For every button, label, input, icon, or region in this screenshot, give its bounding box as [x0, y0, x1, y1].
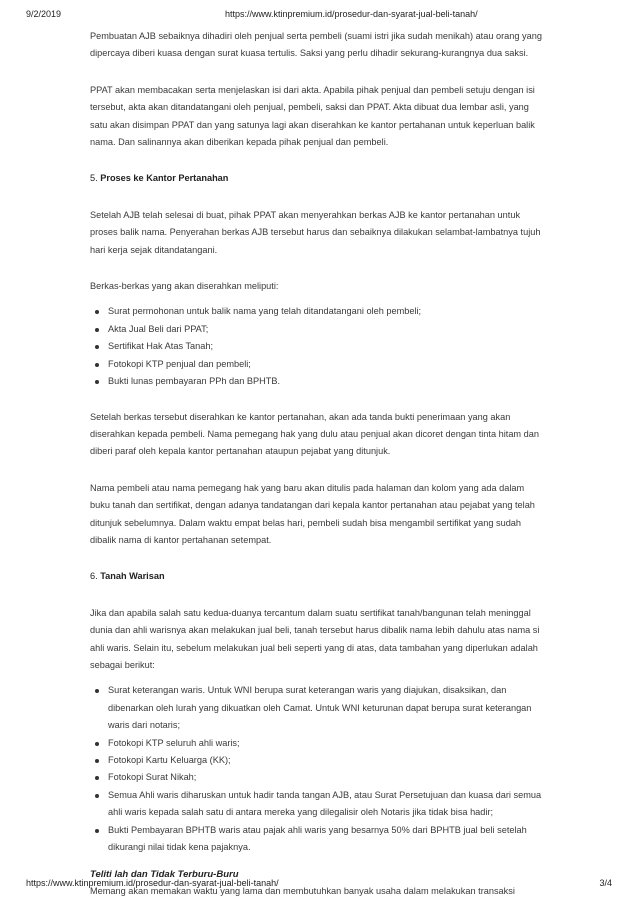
print-header — [26, 9, 612, 21]
print-footer-url[interactable]: https://www.ktinpremium.id/prosedur-dan-syarat-jual-beli-tanah/ — [26, 878, 279, 888]
section-title: Tanah Warisan — [100, 571, 165, 582]
article-body — [90, 28, 542, 920]
print-date: 9/2/2019 — [26, 9, 62, 19]
paragraph: Setelah AJB telah selesai di buat, pihak PPAT akan menyerahkan berkas AJB ke kantor pertanahan untuk proses balik nama. Penyerahan berkas AJB tersebut harus dan sebaiknya dilakukan selambat-lambatnya tujuh hari kerja sejak ditandatangani. — [90, 209, 541, 255]
document-list — [90, 303, 542, 390]
list-item: Fotokopi Kartu Keluarga (KK); — [108, 752, 542, 769]
paragraph: Jika dan apabila salah satu kedua-duanya tercantum dalam suatu sertifikat tanah/bangunan telah meninggal dunia dan ahli warisnya akan melakukan jual beli, tanah tersebut harus dibalik nama lebih dahulu atas nama si ahli waris. Selain itu, sebelum melakukan jual beli seperti yang di atas, data tambahan yang diperlukan adalah sebagai berikut: — [90, 607, 540, 670]
paragraph: PPAT akan membacakan serta menjelaskan isi dari akta. Apabila pihak penjual dan pembeli setuju dengan isi tersebut, akta akan ditandatangani oleh penjual, pembeli, saksi dan PPAT. Akta dibuat dua lembar asli, yang satu akan disimpan PPAT dan yang satunya lagi akan diserahkan ke kantor pertahanan untuk keperluan balik nama. Dan salinannya akan diberikan kepada pihak penjual dan pembeli. — [90, 84, 535, 148]
list-item: Akta Jual Beli dari PPAT; — [108, 321, 542, 338]
list-item: Semua Ahli waris diharuskan untuk hadir tanda tangan AJB, atau Surat Persetujuan dan kuasa dari semua ahli waris kepada salah satu di antara mereka yang dilegalisir oleh Notaris jika tidak bisa hadir; — [108, 787, 542, 822]
list-item: Surat keterangan waris. Untuk WNI berupa surat keterangan waris yang diajukan, disaksikan, dan dibenarkan oleh lurah yang dikuatkan oleh Camat. Untuk WNI keturunan dapat berupa surat keterangan waris dari notaris; — [108, 682, 542, 734]
section-number: 6. — [90, 571, 98, 582]
list-item: Sertifikat Hak Atas Tanah; — [108, 338, 542, 355]
paragraph: Memang akan memakan waktu yang lama dan membutuhkan banyak usaha dalam melakukan transaksi — [90, 886, 515, 897]
list-item: Bukti lunas pembayaran PPh dan BPHTB. — [108, 373, 542, 390]
list-item: Surat permohonan untuk balik nama yang telah ditandatangani oleh pembeli; — [108, 303, 542, 320]
section-number: 5. — [90, 173, 98, 184]
list-item: Fotokopi Surat Nikah; — [108, 769, 542, 786]
print-footer — [26, 878, 612, 890]
paragraph: Setelah berkas tersebut diserahkan ke kantor pertanahan, akan ada tanda bukti penerimaan yang akan diserahkan kepada pembeli. Nama pemegang hak yang dulu atau penjual akan dicoret dengan tinta hitam dan diberi paraf oleh kepala kantor pertanahan ataupun pejabat yang ditunjuk. — [90, 411, 539, 457]
paragraph: Berkas-berkas yang akan diserahkan meliputi: — [90, 281, 279, 292]
section-heading — [90, 170, 542, 187]
list-item: Bukti Pembayaran BPHTB waris atau pajak ahli waris yang besarnya 50% dari BPHTB jual beli setelah dikurangi nilai tidak kena pajaknya. — [108, 822, 542, 857]
print-header-url[interactable]: https://www.ktinpremium.id/prosedur-dan-syarat-jual-beli-tanah/ — [225, 9, 478, 19]
list-item: Fotokopi KTP seluruh ahli waris; — [108, 735, 542, 752]
section-title: Proses ke Kantor Pertanahan — [100, 173, 229, 184]
inheritance-document-list — [90, 682, 542, 856]
section-heading — [90, 568, 542, 585]
paragraph: Nama pembeli atau nama pemegang hak yang baru akan ditulis pada halaman dan kolom yang ada dalam buku tanah dan sertifikat, dengan adanya tandatangan dari kepala kantor pertanahan atau pejabat yang telah ditunjuk sebelumnya. Dalam waktu empat belas hari, pembeli sudah bisa mengambil sertifikat yang sudah dibalik nama di kantor pertahanan setempat. — [90, 482, 535, 545]
paragraph: Pembuatan AJB sebaiknya dihadiri oleh penjual serta pembeli (suami istri jika sudah menikah) atau orang yang dipercaya diberi kuasa dengan surat kuasa tertulis. Saksi yang perlu dihadir sekurang-kurangnya dua saksi. — [90, 31, 542, 59]
list-item: Fotokopi KTP penjual dan pembeli; — [108, 356, 542, 373]
page-number: 3/4 — [599, 878, 612, 888]
subheading: Teliti lah dan Tidak Terburu-Buru — [90, 869, 239, 881]
